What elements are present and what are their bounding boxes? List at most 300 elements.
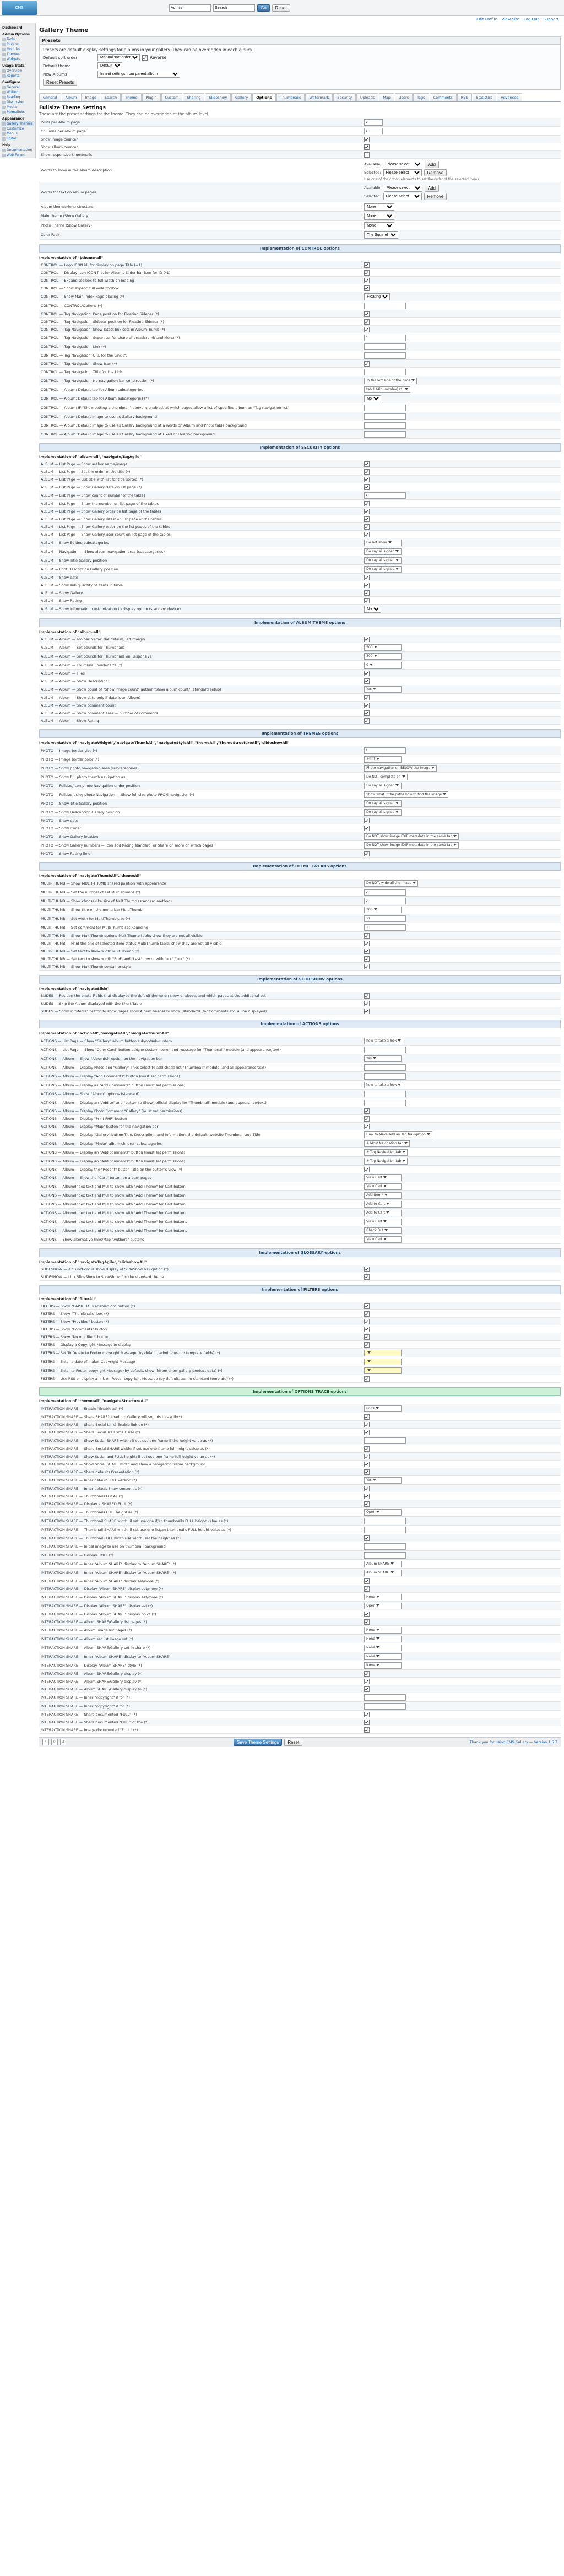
trace-checkbox-10[interactable] <box>364 1486 370 1491</box>
actions-checkbox-8[interactable] <box>364 1108 370 1114</box>
trace-checkbox-22[interactable] <box>364 1586 370 1592</box>
sidebar-item-gallery-themes[interactable] <box>1 121 34 126</box>
filters-checkbox-1[interactable] <box>364 1311 370 1317</box>
setting-value <box>362 1577 561 1585</box>
album-theme-dropdown-1[interactable]: 500 <box>364 644 402 651</box>
trace-checkbox-25[interactable] <box>364 1612 370 1617</box>
preset-label-sort-order: Default sort order <box>43 55 78 60</box>
trace-dropdown-29[interactable]: None <box>364 1645 402 1651</box>
setting-value <box>362 310 561 318</box>
themes-input-0[interactable] <box>364 747 406 754</box>
actions-input-4[interactable] <box>364 1073 406 1080</box>
themes-dropdown-6[interactable]: Do say all signed <box>364 800 402 807</box>
tab-theme[interactable]: Theme <box>121 93 141 101</box>
actions-dropdown-17[interactable]: View Cart <box>364 1183 402 1190</box>
go-button[interactable]: Go <box>257 4 270 12</box>
setting-value <box>362 118 561 127</box>
setting-value <box>362 1037 561 1046</box>
filters-checkbox-3[interactable] <box>364 1327 370 1332</box>
tab-uploads[interactable]: Uploads <box>356 93 378 101</box>
album-theme-checkbox-8[interactable] <box>364 703 370 708</box>
trace-input-18[interactable] <box>364 1552 406 1559</box>
group-heading-glossary: Implementation of "navigateTagAgile","slideshowAll" <box>39 1260 147 1265</box>
preset-select-default-theme[interactable] <box>97 62 122 69</box>
actions-dropdown-2[interactable]: Yes <box>364 1055 402 1062</box>
actions-input-1[interactable] <box>364 1047 406 1053</box>
trace-checkbox-34[interactable] <box>364 1686 370 1692</box>
setting-label: Posts per Album page <box>39 118 362 127</box>
trace-checkbox-3[interactable] <box>364 1430 370 1435</box>
top-field-1[interactable] <box>169 4 211 12</box>
security-checkbox-15[interactable] <box>364 583 370 588</box>
overall-dropdown-14[interactable]: To the left side of the page <box>364 378 417 384</box>
posts-per-page-input[interactable] <box>364 119 383 126</box>
table-row <box>39 1542 561 1551</box>
sidebar-head-admin: Admin Options <box>2 33 30 36</box>
link-support[interactable]: Support <box>543 17 558 21</box>
reset-button[interactable]: Reset <box>272 4 290 12</box>
show-album-counter-checkbox[interactable] <box>364 144 370 150</box>
remove-button-2[interactable]: Remove <box>424 193 447 200</box>
selected-select[interactable] <box>383 169 422 176</box>
chevron-down-icon <box>398 1084 401 1086</box>
tab-options[interactable]: Options <box>252 93 275 101</box>
table-row <box>39 1670 561 1678</box>
security-checkbox-2[interactable] <box>364 477 370 482</box>
theme-tweaks-input-1[interactable] <box>364 889 406 896</box>
actions-dropdown-5[interactable]: how to take a look <box>364 1082 403 1088</box>
actions-input-7[interactable] <box>364 1100 406 1106</box>
glossary-checkbox-1[interactable] <box>364 1274 370 1280</box>
actions-input-3[interactable] <box>364 1064 406 1071</box>
trace-dropdown-27[interactable]: None <box>364 1627 402 1634</box>
sidebar-item-documentation[interactable] <box>1 148 34 153</box>
tab-security[interactable]: Security <box>333 93 356 101</box>
table-row <box>39 1349 561 1357</box>
actions-checkbox-9[interactable] <box>364 1116 370 1122</box>
tab-tags[interactable]: Tags <box>413 93 429 101</box>
overall-input-10[interactable] <box>364 343 406 350</box>
setting-value <box>362 670 561 677</box>
album-theme-checkbox-7[interactable] <box>364 695 370 700</box>
themes-checkbox-8[interactable] <box>364 818 370 823</box>
security-checkbox-3[interactable] <box>364 484 370 490</box>
available-select[interactable] <box>384 161 422 168</box>
album-theme-select[interactable] <box>364 203 394 211</box>
themes-checkbox-12[interactable] <box>364 851 370 856</box>
sidebar-item-reports[interactable] <box>1 73 34 78</box>
security-dropdown-13[interactable]: Do say all signed <box>364 566 402 573</box>
trace-dropdown-20[interactable]: Album SHARE <box>364 1570 402 1576</box>
reset-presets-button[interactable]: Reset Presets <box>43 79 77 86</box>
setting-value <box>362 1670 561 1678</box>
trace-dropdown-31[interactable]: None <box>364 1662 402 1669</box>
overall-input-20[interactable] <box>364 431 406 438</box>
tab-slideshow[interactable]: Slideshow <box>205 93 231 101</box>
trace-input-14[interactable] <box>364 1518 406 1524</box>
security-checkbox-6[interactable] <box>364 509 370 514</box>
overall-input-11[interactable] <box>364 352 406 359</box>
theme-tweaks-input-5[interactable] <box>364 924 406 931</box>
setting-label: INTERACTION SHARE — Inner default FULL version (*) <box>39 1476 362 1485</box>
actions-dropdown-0[interactable]: how to take a look <box>364 1038 403 1044</box>
table-row <box>39 412 561 421</box>
setting-value <box>362 1123 561 1130</box>
link-icon <box>2 111 6 114</box>
tab-album[interactable]: Album <box>62 93 81 101</box>
overall-checkbox-12[interactable] <box>364 361 370 367</box>
overall-checkbox-7[interactable] <box>364 319 370 325</box>
sidebar-head-appearance: Appearance <box>2 117 25 121</box>
setting-label: ACTIONS — Album — Display "Map" button for the navigation bar <box>39 1123 362 1130</box>
page-title: Gallery Theme <box>39 26 89 34</box>
tab-general[interactable]: General <box>39 93 61 101</box>
main-theme-select[interactable] <box>364 213 394 220</box>
tab-statistics[interactable]: Statistics <box>473 93 497 101</box>
sidebar-item-reading[interactable] <box>1 95 34 100</box>
slideshow-checkbox-2[interactable] <box>364 1009 370 1014</box>
setting-value <box>362 1693 561 1702</box>
actions-checkbox-10[interactable] <box>364 1124 370 1129</box>
trace-checkbox-38[interactable] <box>364 1720 370 1725</box>
actions-dropdown-23[interactable]: View Cart <box>364 1236 402 1243</box>
trace-dropdown-0[interactable]: units <box>364 1405 402 1412</box>
theme-tweaks-checkbox-8[interactable] <box>364 949 370 954</box>
trace-checkbox-21[interactable] <box>364 1578 370 1584</box>
trace-input-36[interactable] <box>364 1703 406 1710</box>
album-theme-checkbox-5[interactable] <box>364 678 370 684</box>
theme-tweaks-checkbox-9[interactable] <box>364 956 370 962</box>
add-button-2[interactable]: Add <box>425 185 439 192</box>
link-edit-profile[interactable]: Edit Profile <box>476 17 497 21</box>
security-dropdown-12[interactable]: Do say all signed <box>364 557 402 564</box>
album-theme-checkbox-0[interactable] <box>364 637 370 642</box>
main-settings-table <box>39 118 561 240</box>
overall-input-13[interactable] <box>364 369 406 375</box>
filters-checkbox-9[interactable] <box>364 1376 370 1382</box>
overall-input-9[interactable] <box>364 335 406 341</box>
sidebar-item-themes[interactable] <box>1 52 34 57</box>
setting-label: FILTERS — Display a Copyright Message to display <box>39 1341 362 1349</box>
overall-input-18[interactable] <box>364 413 406 420</box>
themes-checkbox-9[interactable] <box>364 826 370 831</box>
tab-plugin[interactable]: Plugin <box>142 93 161 101</box>
setting-label: MULTI-THUMB — Show MULTI-THUMB shared position with appearance <box>39 879 362 888</box>
glossary-checkbox-0[interactable] <box>364 1267 370 1272</box>
actions-dropdown-11[interactable]: How to Make add an Tag Navigation <box>364 1131 432 1138</box>
footer-bar <box>39 1737 561 1747</box>
theme-tweaks-checkbox-10[interactable] <box>364 964 370 969</box>
filters-checkbox-4[interactable] <box>364 1334 370 1340</box>
tab-search[interactable]: Search <box>101 93 121 101</box>
tab-advanced[interactable]: Advanced <box>497 93 522 101</box>
trace-checkbox-32[interactable] <box>364 1671 370 1677</box>
sidebar-item-label: General <box>7 85 20 89</box>
table-row <box>39 1107 561 1115</box>
trace-dropdown-28[interactable]: None <box>364 1636 402 1642</box>
sidebar-item-web-forum[interactable] <box>1 153 34 158</box>
add-button[interactable]: Add <box>425 161 439 168</box>
sidebar-item-general[interactable] <box>1 85 34 90</box>
album-theme-checkbox-9[interactable] <box>364 710 370 716</box>
sidebar-head-usage: Usage Stats <box>2 64 25 68</box>
filters-checkbox-0[interactable] <box>364 1303 370 1309</box>
sidebar-item-tools[interactable] <box>1 37 34 42</box>
themes-dropdown-3[interactable]: Do NOT complete on <box>364 774 407 780</box>
security-dropdown-11[interactable]: Do say all signed <box>364 548 402 555</box>
album-theme-checkbox-10[interactable] <box>364 718 370 724</box>
security-checkbox-7[interactable] <box>364 516 370 522</box>
security-checkbox-0[interactable] <box>364 461 370 467</box>
setting-label: ACTIONS — Album — Show "Album" options (standard) <box>39 1090 362 1098</box>
table-row <box>39 151 561 159</box>
tab-users[interactable]: Users <box>395 93 413 101</box>
trace-checkbox-37[interactable] <box>364 1712 370 1717</box>
actions-dropdown-12[interactable]: # Most Navigation tab <box>364 1140 410 1147</box>
trace-dropdown-23[interactable]: None <box>364 1594 402 1600</box>
overall-checkbox-8[interactable] <box>364 327 370 332</box>
tab-thumbnails[interactable]: Thumbnails <box>276 93 305 101</box>
filters-dropdown-8[interactable] <box>364 1367 402 1374</box>
save-theme-settings-button[interactable]: Save Theme Settings <box>234 1739 282 1746</box>
setting-label: CONTROL — Expand toolbox to full width on loading <box>39 277 362 284</box>
trace-checkbox-39[interactable] <box>364 1727 370 1733</box>
sidebar-item-discussion[interactable] <box>1 100 34 105</box>
album-theme-dropdown-6[interactable]: Yes <box>364 686 402 693</box>
overall-checkbox-1[interactable] <box>364 270 370 276</box>
album-theme-checkbox-4[interactable] <box>364 671 370 676</box>
overall-checkbox-2[interactable] <box>364 278 370 283</box>
available-select-2[interactable] <box>384 185 422 192</box>
link-view-site[interactable]: View Site <box>501 17 519 21</box>
color-pack-select[interactable] <box>364 231 398 239</box>
trace-dropdown-13[interactable]: Open <box>364 1509 402 1516</box>
setting-label: INTERACTION SHARE — Album SHARE/Gallery set in share (*) <box>39 1643 362 1652</box>
security-checkbox-9[interactable] <box>364 532 370 537</box>
setting-value <box>362 284 561 292</box>
trace-input-17[interactable] <box>364 1543 406 1550</box>
trace-dropdown-9[interactable]: Yes <box>364 1477 402 1484</box>
actions-dropdown-20[interactable]: Add to Cart <box>364 1210 402 1216</box>
setting-value <box>362 182 561 202</box>
sidebar-item-permalinks[interactable] <box>1 110 34 115</box>
setting-label: FILTERS — Show "Thumbnails" box (*) <box>39 1310 362 1318</box>
group-heading-actions: Implementation of "actionAll","navigateAll","navigateThumbAll" <box>39 1031 169 1036</box>
sidebar-item-overview[interactable] <box>1 68 34 73</box>
slideshow-checkbox-0[interactable] <box>364 993 370 999</box>
table-row <box>39 351 561 360</box>
overall-checkbox-3[interactable] <box>364 285 370 291</box>
actions-dropdown-21[interactable]: View Cart <box>364 1219 402 1225</box>
themes-dropdown-4[interactable]: Do say all signed <box>364 783 402 789</box>
theme-tweaks-input-2[interactable] <box>364 898 406 904</box>
tab-sharing[interactable]: Sharing <box>183 93 204 101</box>
overall-dropdown-15[interactable]: tab 1 (AlbumIndex) (*) <box>364 386 410 393</box>
sidebar-item-writing[interactable] <box>1 90 34 95</box>
filters-checkbox-2[interactable] <box>364 1319 370 1324</box>
table-row <box>39 230 561 240</box>
trace-checkbox-2[interactable] <box>364 1422 370 1427</box>
tab-gallery[interactable]: Gallery <box>231 93 252 101</box>
security-checkbox-17[interactable] <box>364 598 370 603</box>
sidebar-item-label: Documentation <box>7 148 32 152</box>
theme-tweaks-input-4[interactable] <box>364 915 406 922</box>
selected-label: Selected: <box>364 170 381 175</box>
trace-checkbox-7[interactable] <box>364 1462 370 1467</box>
security-checkbox-16[interactable] <box>364 590 370 596</box>
overall-input-5[interactable] <box>364 303 406 309</box>
actions-checkbox-15[interactable] <box>364 1167 370 1172</box>
tab-map[interactable]: Map <box>379 93 394 101</box>
photo-theme-select[interactable] <box>364 222 394 229</box>
theme-tweaks-dropdown-3[interactable]: 300 <box>364 907 402 913</box>
setting-value <box>362 1569 561 1577</box>
setting-label: ALBUM — Show Rating <box>39 597 362 605</box>
overall-select-16[interactable] <box>364 395 381 402</box>
setting-value <box>362 1643 561 1652</box>
security-input-4[interactable] <box>364 492 406 499</box>
actions-input-6[interactable] <box>364 1091 406 1097</box>
setting-label: ACTIONS — Album — Display as "Add Comments" button (must set permissions) <box>39 1081 362 1090</box>
slideshow-checkbox-1[interactable] <box>364 1001 370 1006</box>
show-responsive-thumbs-checkbox[interactable] <box>364 152 370 158</box>
setting-label: INTERACTION SHARE — Display ROLL (*) <box>39 1551 362 1560</box>
trace-checkbox-16[interactable] <box>364 1535 370 1541</box>
security-checkbox-8[interactable] <box>364 524 370 530</box>
module-icon <box>2 48 6 51</box>
actions-dropdown-22[interactable]: Check Out <box>364 1227 402 1234</box>
setting-label: ALBUM — Album — Set bounds for Thumbnails <box>39 643 362 652</box>
sidebar-item-editor[interactable] <box>1 136 34 141</box>
tab-rss[interactable]: RSS <box>457 93 472 101</box>
reverse-checkbox[interactable] <box>142 55 148 61</box>
setting-label: PHOTO — Show owner <box>39 824 362 832</box>
theme-tweaks-checkbox-6[interactable] <box>364 933 370 939</box>
themes-dropdown-2[interactable]: Photo navigation on BELOW the image <box>364 765 437 772</box>
themes-dropdown-5[interactable]: Show what if the paths how to find the image <box>364 791 448 798</box>
remove-button[interactable]: Remove <box>424 169 447 176</box>
selected-select-2[interactable] <box>383 193 422 200</box>
themes-dropdown-10[interactable]: Do NOT show image EXIF metadata in the same tab <box>364 833 459 840</box>
album-theme-dropdown-2[interactable]: 300 <box>364 653 402 660</box>
order-note: Use one of the option elements to set the order of the selected items <box>364 177 479 181</box>
setting-value <box>362 1508 561 1517</box>
sidebar-item-widgets[interactable] <box>1 57 34 62</box>
filters-dropdown-7[interactable] <box>364 1359 402 1365</box>
table-row <box>39 182 561 202</box>
trace-checkbox-12[interactable] <box>364 1501 370 1507</box>
link-log-out[interactable]: Log Out <box>523 17 539 21</box>
setting-label: INTERACTION SHARE — Display "Album SHARE" display on of (*) <box>39 1610 362 1618</box>
setting-label: INTERACTION SHARE — Album SHARE/Gallery display to (*) <box>39 1685 362 1693</box>
trace-checkbox-33[interactable] <box>364 1679 370 1684</box>
tab-comments[interactable]: Comments <box>430 93 457 101</box>
security-checkbox-14[interactable] <box>364 575 370 580</box>
setting-label: CONTROL — Tag Navigation: Show Icon (*) <box>39 360 362 368</box>
trace-checkbox-6[interactable] <box>364 1454 370 1459</box>
trace-checkbox-1[interactable] <box>364 1414 370 1420</box>
sidebar-item-customize[interactable] <box>1 126 34 131</box>
setting-label: INTERACTION SHARE — Thumbnail FULL width use width: set the height as (*) <box>39 1534 362 1542</box>
filters-dropdown-6[interactable] <box>364 1350 402 1356</box>
preset-select-sort-order[interactable] <box>97 54 140 61</box>
theme-tweaks-checkbox-7[interactable] <box>364 941 370 946</box>
trace-checkbox-11[interactable] <box>364 1494 370 1499</box>
overall-input-17[interactable] <box>364 405 406 411</box>
overall-input-19[interactable] <box>364 422 406 429</box>
trace-checkbox-26[interactable] <box>364 1619 370 1625</box>
show-image-counter-checkbox[interactable] <box>364 137 370 142</box>
theme-tweaks-dropdown-0[interactable]: Do NOT, wide all the image <box>364 880 418 887</box>
setting-value <box>362 1318 561 1325</box>
trace-dropdown-19[interactable]: Album SHARE <box>364 1561 402 1567</box>
table-row <box>39 1445 561 1453</box>
preset-select-new-albums[interactable] <box>97 71 180 78</box>
setting-label: INTERACTION SHARE — Album SHARE/Gallery display (*) <box>39 1678 362 1685</box>
actions-dropdown-18[interactable]: Add Item? <box>364 1192 402 1199</box>
table-row <box>39 531 561 538</box>
code-icon <box>2 137 6 141</box>
overall-checkbox-0[interactable] <box>364 262 370 268</box>
sidebar-item-label: Media <box>7 105 17 109</box>
security-checkbox-5[interactable] <box>364 501 370 506</box>
actions-dropdown-14[interactable]: # Tag Navigation tab <box>364 1158 408 1165</box>
trace-input-15[interactable] <box>364 1527 406 1533</box>
trace-dropdown-30[interactable]: None <box>364 1653 402 1660</box>
chevron-down-icon <box>443 793 446 795</box>
sidebar-item-modules[interactable] <box>1 47 34 52</box>
columns-input[interactable] <box>364 128 383 134</box>
settings-groups <box>39 244 561 1383</box>
themes-dropdown-7[interactable]: Do say all signed <box>364 809 402 816</box>
themes-dropdown-11[interactable]: Do NOT show image EXIF metadata in the same tab <box>364 842 459 849</box>
setting-value <box>362 661 561 670</box>
setting-label: ACTIONS — List Page — Show "Color Card" button add/no custom, command message for "Thumbnail" module (and appearance/text) <box>39 1046 362 1054</box>
trace-checkbox-5[interactable] <box>364 1446 370 1452</box>
filters-checkbox-5[interactable] <box>364 1342 370 1348</box>
security-dropdown-10[interactable]: Do not show <box>364 540 402 546</box>
setting-value <box>362 597 561 605</box>
trace-checkbox-8[interactable] <box>364 1469 370 1475</box>
overall-select-4[interactable] <box>364 293 390 300</box>
sidebar-item-menus[interactable] <box>1 131 34 136</box>
security-select-18[interactable] <box>364 606 381 613</box>
table-row <box>39 1429 561 1436</box>
album-theme-dropdown-3[interactable]: 0 <box>364 662 402 669</box>
tab-custom[interactable]: Custom <box>161 93 183 101</box>
sidebar-item-media[interactable] <box>1 105 34 110</box>
table-row <box>39 808 561 817</box>
overall-checkbox-6[interactable] <box>364 311 370 317</box>
table-row <box>39 832 561 841</box>
actions-dropdown-19[interactable]: Add to Cart <box>364 1201 402 1208</box>
tab-image[interactable]: Image <box>81 93 100 101</box>
setting-label: Columns per album page <box>39 127 362 136</box>
trace-input-35[interactable] <box>364 1694 406 1701</box>
sidebar-item-plugins[interactable] <box>1 42 34 47</box>
trace-input-4[interactable] <box>364 1437 406 1444</box>
trace-dropdown-24[interactable]: Open <box>364 1603 402 1609</box>
security-checkbox-1[interactable] <box>364 469 370 475</box>
setting-value <box>362 1413 561 1421</box>
actions-dropdown-13[interactable]: # Tag Navigation tab <box>364 1149 408 1156</box>
sidebar-head-help: Help <box>2 143 11 147</box>
actions-dropdown-16[interactable]: View Cart <box>364 1174 402 1181</box>
footer-reset-button[interactable]: Reset <box>284 1739 302 1746</box>
themes-dropdown-1[interactable]: #fffff <box>364 756 402 763</box>
top-field-2[interactable] <box>213 4 255 12</box>
tab-watermark[interactable]: Watermark <box>305 93 333 101</box>
